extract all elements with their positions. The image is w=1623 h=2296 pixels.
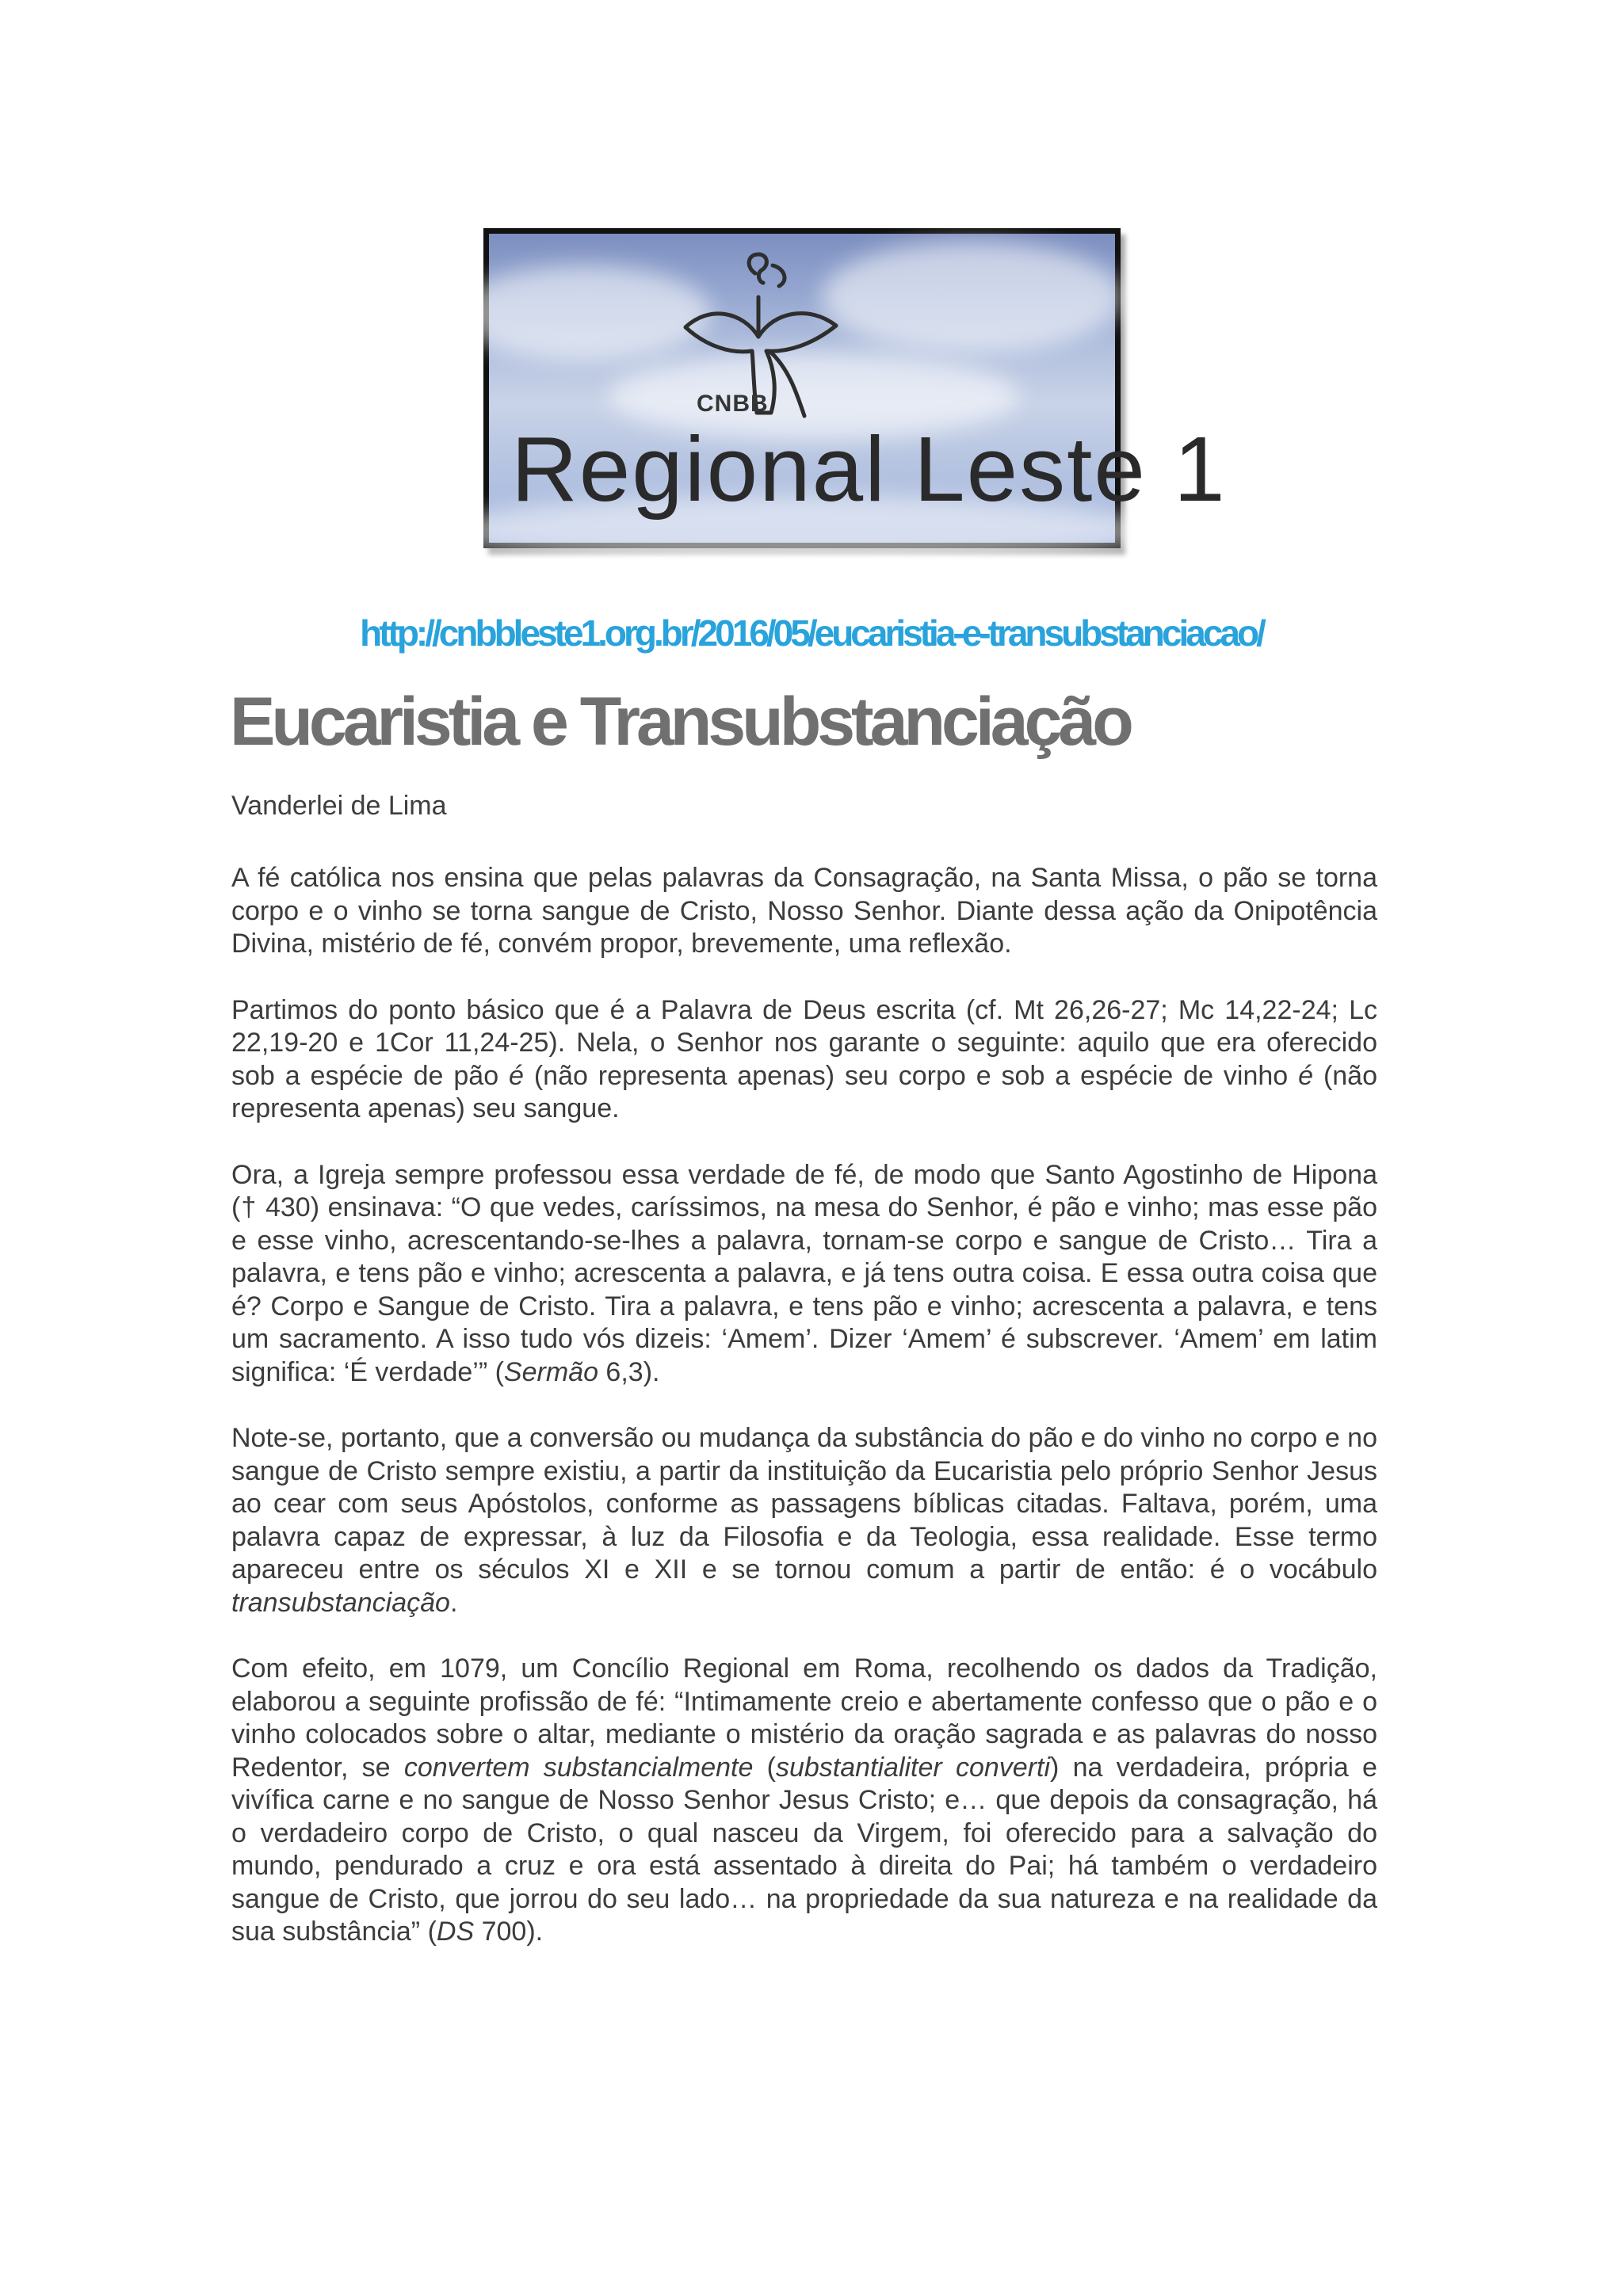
banner-regional-label: Regional Leste 1 [511, 418, 1227, 521]
paragraph-1: A fé católica nos ensina que pelas palavras da Consagração, na Santa Missa, o pão se torna corpo e o vinho se torna sangue de Cristo, Nosso Senhor. Diante dessa ação da Onipotência Divina, mistério de fé, convém propor, brevemente, uma reflexão. [231, 863, 1377, 959]
paragraph-4: Note-se, portanto, que a conversão ou mudança da substância do pão e do vinho no corpo e no sangue de Cristo sempre existiu, a partir da instituição da Eucaristia pelo próprio Senhor Jesus ao cear com seus Apóstolos, conforme as passagens bíblicas citadas. Faltava, porém, uma palavra capaz de expressar, à luz da Filosofia e da Teologia, essa realidade. Esse termo apareceu entre os séculos XI e XII e se tornou comum a partir de então: é o vocábulo transubstanciação. [231, 1423, 1377, 1618]
banner-org-label: CNBB [697, 391, 769, 417]
source-link[interactable]: http://cnbbleste1.org.br/2016/05/eucaristia-e-transubstanciacao/ [360, 612, 1263, 654]
article-title: Eucaristia e Transubstanciação [230, 684, 1130, 760]
paragraph-3: Ora, a Igreja sempre professou essa verdade de fé, de modo que Santo Agostinho de Hipona († 430) ensinava: “O que vedes, caríssimos, na mesa do Senhor, é pão e vinho; mas esse pão e esse vinho, acrescentando-se-lhes a palavra, tornam-se corpo e sangue de Cristo… Tira a palavra, e tens pão e vinho; acrescenta a palavra, e já tens outra coisa. E essa outra coisa que é? Corpo e Sangue de Cristo. Tira a palavra, e tens pão e vinho; acrescenta a palavra, e tens um sacramento. A isso tudo vós dizeis: ‘Amem’. Dizer ‘Amem’ é subscrever. ‘Amem’ em latim significa: ‘É verdade’” (Sermão 6,3). [231, 1159, 1377, 1387]
article-body [231, 862, 1377, 1982]
paragraph-2: Partimos do ponto básico que é a Palavra de Deus escrita (cf. Mt 26,26-27; Mc 14,22-24; Lc 22,19-20 e 1Cor 11,24-25). Nela, o Senhor nos garante o seguinte: aquilo que era oferecido sob a espécie de pão é (não representa apenas) seu corpo e sob a espécie de vinho é (não representa apenas) seu sangue. [231, 994, 1377, 1123]
cnbb-banner-image [483, 228, 1227, 548]
paragraph-5: Com efeito, em 1079, um Concílio Regional em Roma, recolhendo os dados da Tradição, elaborou a seguinte profissão de fé: “Intimamente creio e abertamente confesso que o pão e o vinho colocados sobre o altar, mediante o mistério da oração sagrada e as palavras do nosso Redentor, se convertem substancialmente (substantialiter converti) na verdadeira, própria e vivífica carne e no sangue de Nosso Senhor Jesus Cristo; e… que depois da consagração, há o verdadeiro corpo de Cristo, o qual nasceu da Virgem, foi oferecido para a salvação do mundo, pendurado a cruz e ora está assentado à direita do Pai; há também o verdadeiro sangue de Cristo, que jorrou do seu lado… na propriedade da sua natureza e na realidade da sua substância” (DS 700). [231, 1653, 1377, 1947]
article-author: Vanderlei de Lima [231, 791, 447, 821]
